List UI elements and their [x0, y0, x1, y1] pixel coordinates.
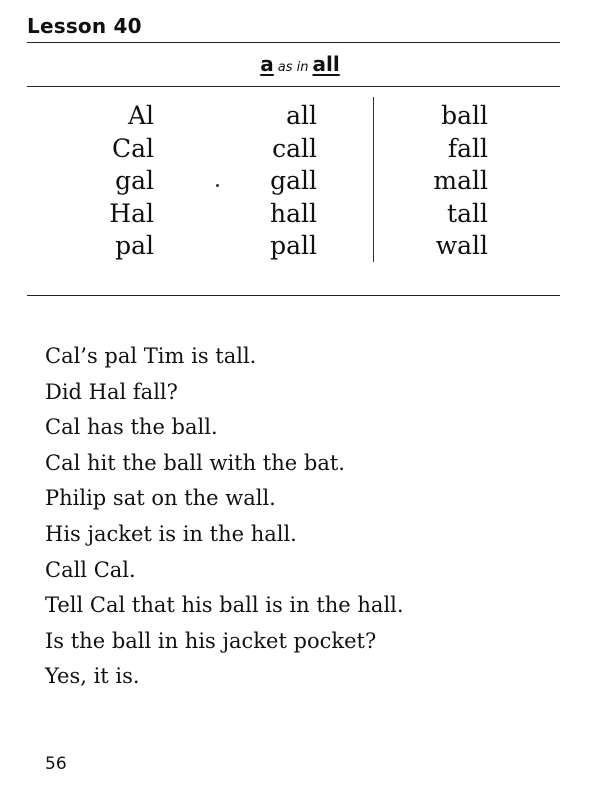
phonics-focus-heading: [0, 52, 600, 76]
word-list-bottom-divider: [27, 295, 560, 296]
word: fall: [447, 133, 488, 163]
word-column-1: [109, 100, 154, 263]
page-number: 56: [45, 754, 67, 774]
focus-letter: a: [260, 52, 274, 76]
sentence: Cal’s pal Tim is tall.: [45, 344, 257, 368]
sentence: His jacket is in the hall.: [45, 521, 297, 546]
word-column-3: [433, 100, 488, 263]
word: call: [272, 133, 317, 163]
word: wall: [435, 231, 488, 260]
print-speck: [216, 184, 219, 187]
sentence: Philip sat on the wall.: [45, 486, 276, 511]
sentence: Tell Cal that his ball is in the hall.: [45, 593, 404, 618]
sentence: Did Hal fall?: [45, 379, 178, 404]
word: tall: [447, 198, 488, 228]
column-divider: [373, 97, 374, 262]
top-divider: [27, 42, 560, 43]
word: gal: [115, 166, 154, 195]
sentence: Cal has the ball.: [45, 415, 218, 440]
practice-sentences: [45, 339, 404, 695]
sentence: Yes, it is.: [45, 664, 140, 689]
heading-divider: [27, 86, 560, 87]
word: Al: [127, 101, 154, 130]
sentence: Call Cal.: [45, 557, 136, 582]
word: pal: [115, 231, 154, 260]
sentence: Is the ball in his jacket pocket?: [45, 628, 377, 653]
word-column-2: [270, 100, 317, 263]
focus-connector: as in: [277, 60, 309, 75]
focus-keyword: all: [312, 52, 340, 76]
sentence: Cal hit the ball with the bat.: [45, 450, 345, 475]
word: ball: [441, 101, 488, 130]
word: hall: [270, 198, 317, 228]
word: Hal: [109, 198, 154, 228]
word: gall: [270, 166, 317, 195]
word: Cal: [111, 133, 154, 163]
lesson-title: Lesson 40: [27, 14, 142, 38]
word: all: [286, 101, 317, 130]
word: mall: [433, 166, 488, 195]
word: pall: [270, 231, 317, 260]
